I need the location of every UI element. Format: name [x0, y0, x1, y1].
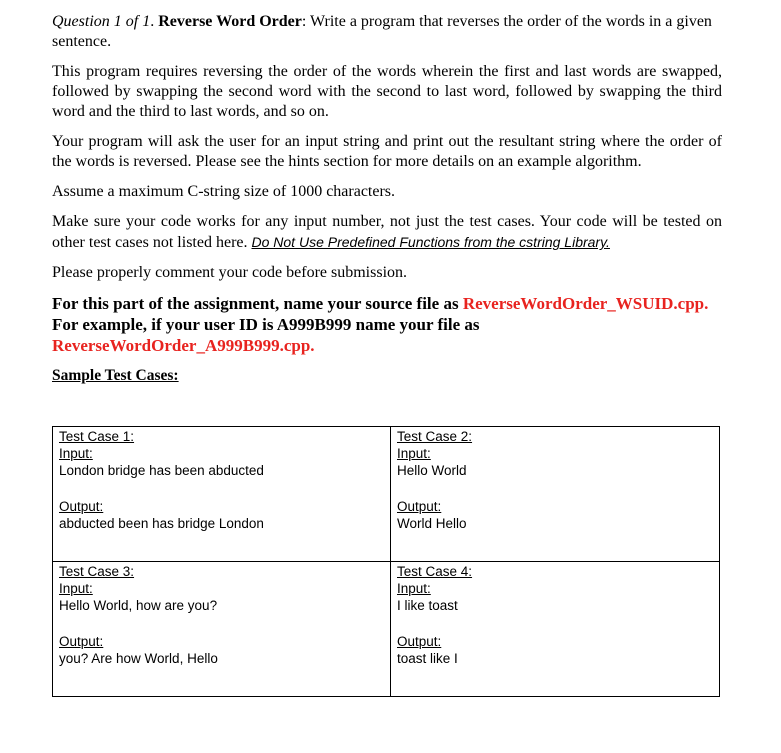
paragraph-4: [52, 212, 722, 253]
naming-filename-example: ReverseWordOrder_A999B999.cpp.: [52, 336, 315, 355]
test-cases-table: [52, 426, 720, 697]
table-row: [53, 562, 720, 697]
test-case-title: Test Case 1:: [59, 429, 135, 444]
paragraph-4-text: Make sure your code works for any input number, not just the test cases. Your code will be tested on other test cases not listed here.: [52, 213, 722, 251]
output-label: Output:: [59, 634, 104, 649]
output-value: abducted been has bridge London: [59, 516, 264, 531]
test-case-title: Test Case 4:: [397, 564, 473, 579]
paragraph-2: Your program will ask the user for an input string and print out the resultant string where the order of the words is reversed. Please see the hints section for more details on an example algorithm.: [52, 133, 722, 170]
output-label: Output:: [397, 634, 442, 649]
table-row: [53, 427, 720, 562]
input-label: Input:: [397, 581, 431, 596]
question-description: : Write a program that reverses the order of the words in a given sentence.: [52, 13, 712, 50]
output-value: World Hello: [397, 516, 467, 531]
output-value: you? Are how World, Hello: [59, 651, 218, 666]
question-number: Question 1 of 1: [52, 13, 151, 30]
test-case-cell: [53, 562, 391, 697]
naming-filename-template: ReverseWordOrder_WSUID.cpp.: [462, 294, 709, 313]
question-header: [52, 12, 722, 52]
naming-line2-text: For example, if your user ID is A999B999 name your file as: [52, 315, 480, 334]
paragraph-1: This program requires reversing the order of the words wherein the first and last words are swapped, followed by swapping the second word with the second to last word, followed by swapping the third word and the third to last words, and so on.: [52, 63, 722, 120]
paragraph-3: Assume a maximum C-string size of 1000 characters.: [52, 183, 396, 200]
input-label: Input:: [397, 446, 431, 461]
input-value: Hello World: [397, 463, 467, 478]
test-case-title: Test Case 3:: [59, 564, 135, 579]
output-label: Output:: [397, 499, 442, 514]
cstring-warning: Do Not Use Predefined Functions from the cstring Library.: [251, 234, 610, 250]
input-value: I like toast: [397, 598, 458, 613]
input-label: Input:: [59, 446, 93, 461]
test-case-cell: [391, 562, 720, 697]
paragraph-5: Please properly comment your code before submission.: [52, 264, 408, 281]
output-value: toast like I: [397, 651, 458, 666]
input-value: Hello World, how are you?: [59, 598, 218, 613]
naming-line1-text: For this part of the assignment, name your source file as: [52, 294, 463, 313]
test-case-title: Test Case 2:: [397, 429, 473, 444]
test-case-cell: [53, 427, 391, 562]
input-value: London bridge has been abducted: [59, 463, 264, 478]
assignment-document: [52, 12, 722, 386]
output-label: Output:: [59, 499, 104, 514]
question-title: Reverse Word Order: [158, 13, 302, 30]
sample-test-cases-heading: Sample Test Cases:: [52, 367, 179, 384]
input-label: Input:: [59, 581, 93, 596]
naming-instruction: [52, 293, 722, 356]
test-case-cell: [391, 427, 720, 562]
question-separator: .: [150, 13, 159, 30]
